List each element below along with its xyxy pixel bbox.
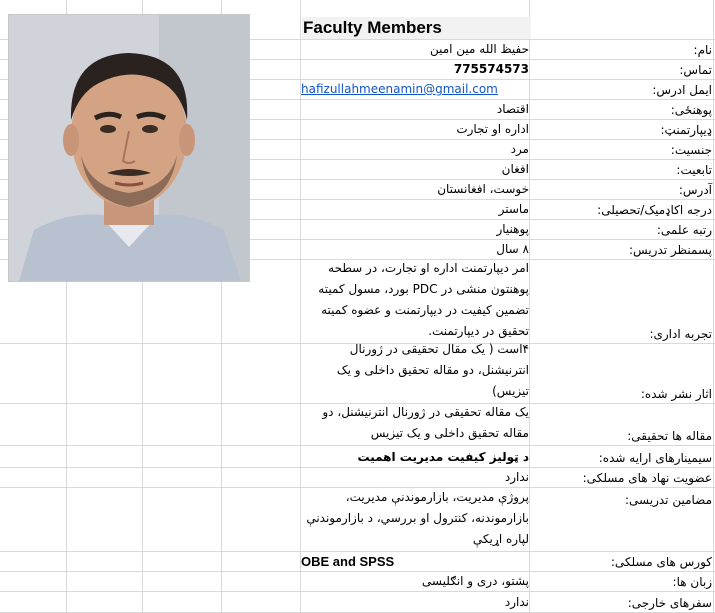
value-name: حفیظ الله مین امین [429,42,529,56]
label-professional-courses: کورس های مسلکی: [610,555,712,569]
label-foreign-trips: سفرهای خارجی: [627,596,712,610]
row-foreign-trips[interactable] [0,592,715,613]
value-admin-experience: امر دیپارتمنت اداره او تجارت، در سطحه پوهنتون منشی در PDC بورد، مسول کمیته تضمین کیفیت در دیپارتمنت و عضوه کمیته تحقیق در دیپارتمنت. [318,261,529,338]
value-rank: پوهنیار [496,222,529,236]
value-seminars: د ټولیز کیفیت مدیریت اهمیت [357,450,529,464]
label-address: آدرس: [678,183,712,197]
row-seminars[interactable] [0,446,715,468]
label-teaching-subjects: مضامین تدریسی: [624,493,712,507]
value-memberships: ندارد [504,470,529,484]
label-teaching-background: پسمنظر تدریس: [629,243,712,257]
row-languages[interactable] [0,572,715,592]
label-research-articles: مقاله ها تحقیقی: [627,429,712,443]
label-languages: زبان ها: [672,575,712,589]
portrait-image [9,15,249,281]
value-research-articles: یک مقاله تحقیقی در ژورنال انترنیشنل، دو مقاله تحقیق داخلی و یک تیزیس [322,405,529,440]
label-publications: اثار نشر شده: [640,387,712,401]
label-department: ډیپارتمنټ: [660,123,712,137]
label-faculty: پوهنځی: [670,103,712,117]
profile-photo [8,14,250,282]
label-seminars: سیمینارهای ارایه شده: [598,451,712,465]
email-link[interactable]: hafizullahmeenamin@gmail.com [301,82,498,96]
page-title: Faculty Members [302,17,531,39]
value-degree: ماستر [498,202,529,216]
value-department: اداره او تجارت [456,122,529,136]
value-teaching-subjects: پروژې مدیریت، بازارموندنې مدیریت، بازارموندنه، کنترول او بررسي، د بازارموندنې لپاره اړیکې [306,490,529,546]
label-rank: رتبه علمی: [656,223,712,237]
value-address: خوست، افغانستان [437,182,529,196]
value-gender: مرد [510,142,529,156]
label-gender: جنسیت: [670,143,712,157]
value-nationality: افغان [501,162,529,176]
value-publications: ۴است ( یک مقال تحقیقی در ژورنال انترنیشنل، دو مقاله تحقیق داخلی و یک تیزیس) [336,342,529,398]
value-languages: پشتو، دری و انګلیسی [421,574,529,588]
value-foreign-trips: ندارد [504,595,529,609]
value-teaching-background: ۸ سال [496,242,529,256]
label-degree: درجه اکاډمیک/تحصیلی: [597,203,712,217]
row-publications[interactable] [0,344,715,404]
row-professional-courses[interactable] [0,552,715,572]
label-contact: تماس: [679,63,712,77]
value-contact: 775574573 [453,62,529,76]
label-memberships: عضویت نهاد های مسلکی: [582,471,712,485]
label-admin-experience: تجربه اداری: [649,327,712,341]
value-faculty: اقتصاد [496,102,529,116]
value-professional-courses: OBE and SPSS [301,554,395,569]
row-teaching-subjects[interactable] [0,488,715,552]
label-nationality: تابعیت: [676,163,712,177]
row-research-articles[interactable] [0,404,715,446]
row-memberships[interactable] [0,468,715,488]
label-email: ایمل ادرس: [652,83,712,97]
label-name: نام: [693,43,712,57]
